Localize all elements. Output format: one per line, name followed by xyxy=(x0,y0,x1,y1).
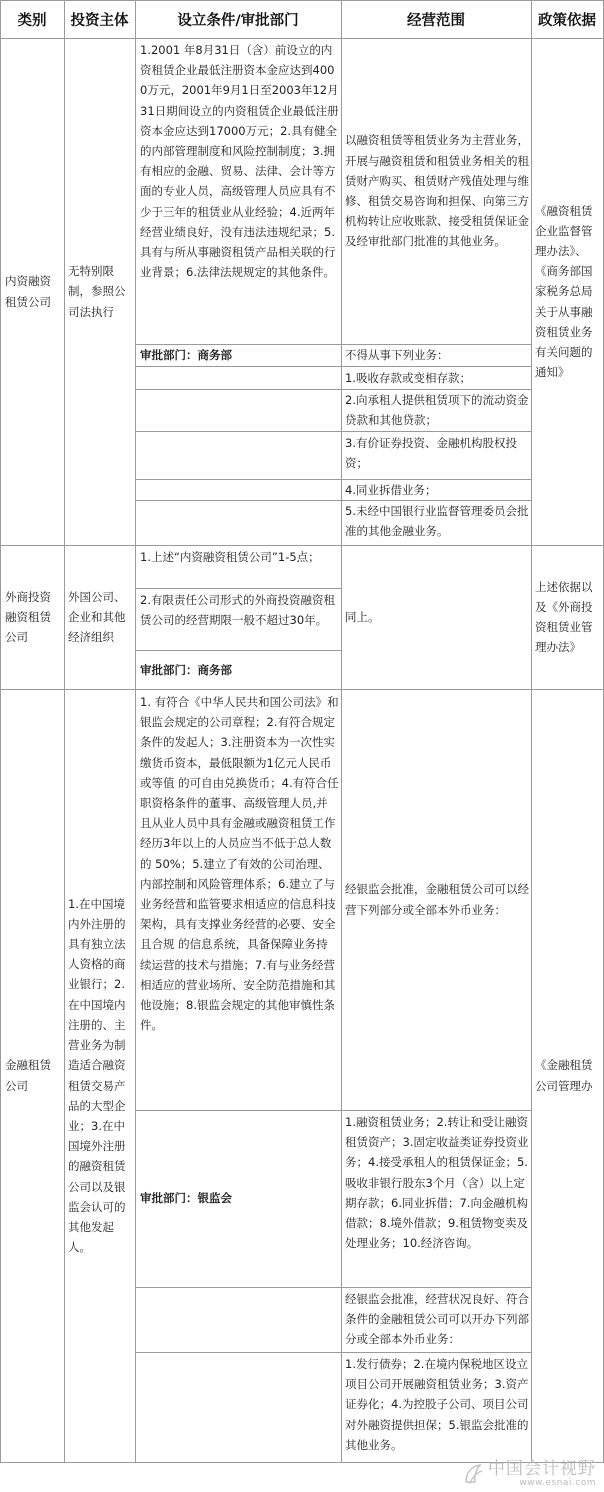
financial-category: 金融租赁公司 xyxy=(5,1058,51,1093)
domestic-scope-forbid-item: 2.向承租人提供租赁项下的流动资金贷款和其他贷款； xyxy=(345,393,529,428)
table-border xyxy=(64,0,65,1463)
foreign-policy: 上述依据以及《外商投资租赁业管理办法》 xyxy=(535,579,593,655)
financial-approval: 审批部门：银监会 xyxy=(140,1191,232,1206)
domestic-scope-forbid-title: 不得从事下列业务： xyxy=(345,348,449,362)
table-border xyxy=(135,0,136,1463)
header-policy: 政策依据 xyxy=(538,13,596,29)
financial-policy: 《金融租赁公司管理办 xyxy=(535,1058,593,1093)
domestic-scope-main: 以融资租赁等租赁业务为主营业务，开展与融资租赁和租赁业务相关的租赁财产购买、租赁财产残值处理与维修、租赁交易咨询和担保、向第三方机构转让应收账款、接受租赁保证金及经审批部门批准的其他业务。 xyxy=(345,133,529,249)
watermark xyxy=(462,1460,596,1488)
domestic-scope-forbid-item: 1.吸收存款或变相存款； xyxy=(345,371,471,385)
brand-logo-icon xyxy=(462,1462,484,1486)
financial-approval-cell xyxy=(140,1110,339,1287)
header-conditions: 设立条件/审批部门 xyxy=(177,13,299,29)
domestic-category: 内资融资租赁公司 xyxy=(5,274,51,309)
domestic-subject: 无特别限制，参照公司法执行 xyxy=(68,264,126,319)
financial-policy-cell xyxy=(535,689,603,1462)
foreign-category: 外商投资融资租赁公司 xyxy=(5,589,51,645)
financial-category-cell xyxy=(5,689,62,1462)
domestic-approval: 审批部门：商务部 xyxy=(140,348,232,362)
header-subject: 投资主体 xyxy=(70,13,129,29)
domestic-conditions: 1.2001 年8月31日（含）前设立的内资租赁企业最低注册资本金应达到4000万元，2001年9月1日至2003年12月31日期间设立的内资租赁企业最低注册 资本金应达到17000万元；2.具有健全的内部管理制度和风险控制制度；3.拥有相应的金融、贸易、法律、会计等方面的专业人员，高级管理人员应具有不 少于三年的租赁业从业经验；4.近两年经营业绩良好，没有违法违规纪录；5.具有与所从事融资租赁产品相关联的行业背景；6.法律法规规定的其他条件。 xyxy=(140,43,339,280)
financial-scope-intro-2: 经银监会批准，经营状况良好、符合条件的金融租赁公司可以开办下列部分或全部本外币业务： xyxy=(345,1292,529,1347)
foreign-approval-cell xyxy=(140,651,339,689)
watermark-url: www.esnai.com xyxy=(519,1478,596,1488)
header-category: 类别 xyxy=(17,13,47,29)
foreign-scope-cell xyxy=(345,545,529,689)
financial-scope-intro: 经银监会批准，金融租赁公司可以经营下列部分或全部本外币业务： xyxy=(345,882,529,917)
domestic-subject-cell xyxy=(68,38,133,545)
table-border xyxy=(0,0,1,1463)
table-border xyxy=(341,0,342,1463)
table-border xyxy=(531,0,532,1463)
table-border xyxy=(0,0,604,1)
domestic-scope-forbid-item: 5.未经中国银行业监督管理委员会批准的其他金融业务。 xyxy=(345,504,529,539)
table-border xyxy=(135,1352,531,1353)
domestic-scope-forbid-item: 3.有价证券投资、金融机构股权投资； xyxy=(345,436,517,471)
foreign-condition-2: 2.有限责任公司形式的外商投资融资租赁公司的经营期限一般不超过30年。 xyxy=(140,593,335,628)
table-border xyxy=(135,366,531,367)
domestic-policy: 《融资租赁企业监督管理办法》、《商务部国家税务总局关于从事融资租赁业务有关问题的通知》 xyxy=(535,203,593,380)
domestic-category-cell xyxy=(5,38,62,545)
foreign-scope: 同上。 xyxy=(345,609,380,624)
financial-subject-cell xyxy=(68,689,133,1462)
financial-conditions: 1. 有符合《中华人民共和国公司法》和银监会规定的公司章程；2.有符合规定条件的发起人；3.注册资本为一次性实缴货币资本，最低限额为1亿元人民币或等值 的可自由兑换货币；4.有符合任职资格条件的董事、高级管理人员,并且从业人员中具有金融或融资租赁工作经历3年以上的人员应当不低于总人数的 50%；5.建立了有效的公司治理、内部控制和风险管理体系；6.建立了与业务经营和监管要求相适应的信息科技架构，具有支撑业务经营的必要、安全且合规 的信息系统，具备保障业务持续运营的技术与措施；7.有与业务经营相适应的营业场所、安全防范措施和其他设施；8.银监会规定的其他审慎性条件。 xyxy=(140,695,339,1033)
foreign-subject-cell xyxy=(68,545,133,689)
foreign-condition-1: 1.上述“内资融资租赁公司”1-5点； xyxy=(140,550,320,564)
watermark-brand: 中国会计视野 xyxy=(488,1459,596,1479)
table-border xyxy=(135,431,531,432)
domestic-policy-cell xyxy=(535,38,601,545)
header-scope: 经营范围 xyxy=(407,13,465,29)
table-border xyxy=(135,588,341,589)
foreign-approval: 审批部门：商务部 xyxy=(140,662,232,677)
financial-scope-intro-cell xyxy=(345,689,529,1110)
financial-scope-list: 1.融资租赁业务；2.转让和受让融资租赁资产；3.固定收益类证券投资业务；4.接受承租人的租赁保证金；5.吸收非银行股东3个月（含）以上定期存款；6.同业拆借；7.向金融机构借款；8.境外借款；9.租赁物变卖及处理业务；10.经济咨询。 xyxy=(345,1115,529,1251)
foreign-subject: 外国公司、企业和其他经济组织 xyxy=(68,589,126,645)
foreign-policy-cell xyxy=(535,545,601,689)
financial-subject: 1.在中国境内外注册的具有独立法人资格的商业银行；2.在中国境内注册的、主营业务为制造适合融资租赁交易产品的大型企业；3.在中国境外注册的融资租赁公司以及银监会认可的其他发起人。 xyxy=(68,896,126,1255)
financial-scope-list-2: 1.发行债券；2.在境内保税地区设立项目公司开展融资租赁业务；3.资产证券化；4.为控股子公司、项目公司对外融资提供担保；5.银监会批准的其他业务。 xyxy=(345,1357,529,1452)
foreign-category-cell xyxy=(5,545,62,689)
domestic-scope-main-cell xyxy=(345,38,529,344)
table-border xyxy=(135,1287,531,1288)
domestic-scope-forbid-item: 4.同业拆借业务； xyxy=(345,483,437,497)
